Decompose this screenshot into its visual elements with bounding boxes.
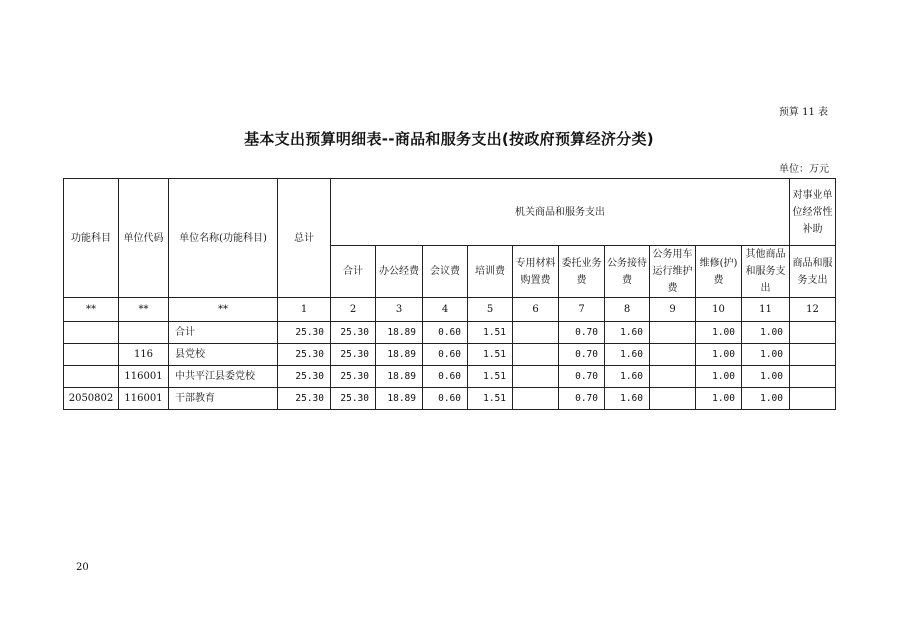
index-cell: 5 — [468, 298, 513, 322]
cell-value: 25.30 — [331, 388, 376, 410]
cell-value — [790, 366, 836, 388]
cell-unit-name: 中共平江县委党校 — [169, 366, 278, 388]
cell-value: 0.70 — [559, 344, 605, 366]
header-col-materials: 专用材料购置费 — [513, 246, 559, 298]
page-number: 20 — [76, 562, 89, 573]
index-cell: 7 — [559, 298, 605, 322]
header-org-services-group: 机关商品和服务支出 — [331, 179, 790, 246]
cell-value — [513, 322, 559, 344]
cell-value: 1.00 — [742, 366, 790, 388]
table-row — [64, 366, 836, 388]
index-cell: 8 — [605, 298, 650, 322]
cell-unit-name: 干部教育 — [169, 388, 278, 410]
cell-unit-code: 116 — [119, 344, 169, 366]
cell-unit-name: 县党校 — [169, 344, 278, 366]
index-cell: 3 — [376, 298, 423, 322]
header-unit-code: 单位代码 — [119, 179, 169, 298]
cell-value — [513, 366, 559, 388]
cell-value: 1.00 — [696, 344, 742, 366]
cell-value: 1.60 — [605, 366, 650, 388]
cell-unit-name: 合计 — [169, 322, 278, 344]
cell-value — [650, 388, 696, 410]
header-subsidy: 对事业单位经常性补助 — [790, 179, 836, 246]
cell-value: 25.30 — [278, 388, 331, 410]
cell-value: 1.00 — [696, 322, 742, 344]
index-cell: ** — [119, 298, 169, 322]
table-row — [64, 322, 836, 344]
cell-value: 1.60 — [605, 344, 650, 366]
header-col-reception: 公务接待费 — [605, 246, 650, 298]
cell-func-code — [64, 322, 119, 344]
index-cell: 6 — [513, 298, 559, 322]
cell-func-code — [64, 366, 119, 388]
cell-unit-code: 116001 — [119, 388, 169, 410]
cell-value: 0.60 — [423, 344, 468, 366]
index-row — [64, 298, 836, 322]
index-cell: ** — [64, 298, 119, 322]
header-total: 总计 — [278, 179, 331, 298]
cell-value: 1.00 — [742, 322, 790, 344]
cell-value: 0.70 — [559, 322, 605, 344]
header-col-maintenance: 维修(护)费 — [696, 246, 742, 298]
header-row-1 — [64, 179, 836, 246]
header-col-vehicle: 公务用车运行维护费 — [650, 246, 696, 298]
header-col-other: 其他商品和服务支出 — [742, 246, 790, 298]
cell-value: 18.89 — [376, 388, 423, 410]
cell-value — [650, 366, 696, 388]
cell-value — [650, 322, 696, 344]
table-row — [64, 388, 836, 410]
index-cell: 4 — [423, 298, 468, 322]
table-number: 预算 11 表 — [778, 107, 828, 118]
cell-value: 18.89 — [376, 322, 423, 344]
cell-unit-code — [119, 322, 169, 344]
header-col-office: 办公经费 — [376, 246, 423, 298]
cell-value: 1.00 — [696, 366, 742, 388]
cell-value: 25.30 — [278, 344, 331, 366]
cell-value: 25.30 — [331, 322, 376, 344]
cell-value: 0.70 — [559, 366, 605, 388]
index-cell: 9 — [650, 298, 696, 322]
index-cell: 10 — [696, 298, 742, 322]
cell-value — [790, 322, 836, 344]
cell-value: 25.30 — [331, 366, 376, 388]
cell-value: 1.00 — [696, 388, 742, 410]
cell-func-code: 2050802 — [64, 388, 119, 410]
index-cell: 11 — [742, 298, 790, 322]
header-func-subject: 功能科目 — [64, 179, 119, 298]
unit-label: 单位：万元 — [779, 164, 829, 175]
cell-value — [650, 344, 696, 366]
cell-value: 0.70 — [559, 388, 605, 410]
cell-value — [790, 388, 836, 410]
cell-value: 1.51 — [468, 322, 513, 344]
index-cell: ** — [169, 298, 278, 322]
cell-value: 18.89 — [376, 344, 423, 366]
cell-value: 1.51 — [468, 344, 513, 366]
index-cell: 2 — [331, 298, 376, 322]
header-col-subsidy-services: 商品和服务支出 — [790, 246, 836, 298]
cell-value: 1.00 — [742, 388, 790, 410]
header-col-training: 培训费 — [468, 246, 513, 298]
cell-unit-code: 116001 — [119, 366, 169, 388]
cell-value: 0.60 — [423, 322, 468, 344]
header-col-subtotal: 合计 — [331, 246, 376, 298]
cell-value: 1.51 — [468, 388, 513, 410]
header-col-meeting: 会议费 — [423, 246, 468, 298]
table-row — [64, 344, 836, 366]
header-unit-name: 单位名称(功能科目) — [169, 179, 278, 298]
cell-value: 1.60 — [605, 388, 650, 410]
cell-value: 0.60 — [423, 388, 468, 410]
page-title: 基本支出预算明细表--商品和服务支出(按政府预算经济分类) — [244, 130, 654, 148]
cell-value: 0.60 — [423, 366, 468, 388]
cell-value: 1.00 — [742, 344, 790, 366]
cell-value: 25.30 — [331, 344, 376, 366]
cell-func-code — [64, 344, 119, 366]
cell-value: 25.30 — [278, 322, 331, 344]
cell-value — [513, 344, 559, 366]
cell-value: 1.51 — [468, 366, 513, 388]
cell-value: 1.60 — [605, 322, 650, 344]
header-col-commission: 委托业务费 — [559, 246, 605, 298]
cell-value: 18.89 — [376, 366, 423, 388]
cell-value — [513, 388, 559, 410]
index-cell: 1 — [278, 298, 331, 322]
cell-value — [790, 344, 836, 366]
cell-value: 25.30 — [278, 366, 331, 388]
index-cell: 12 — [790, 298, 836, 322]
budget-table — [63, 178, 836, 410]
